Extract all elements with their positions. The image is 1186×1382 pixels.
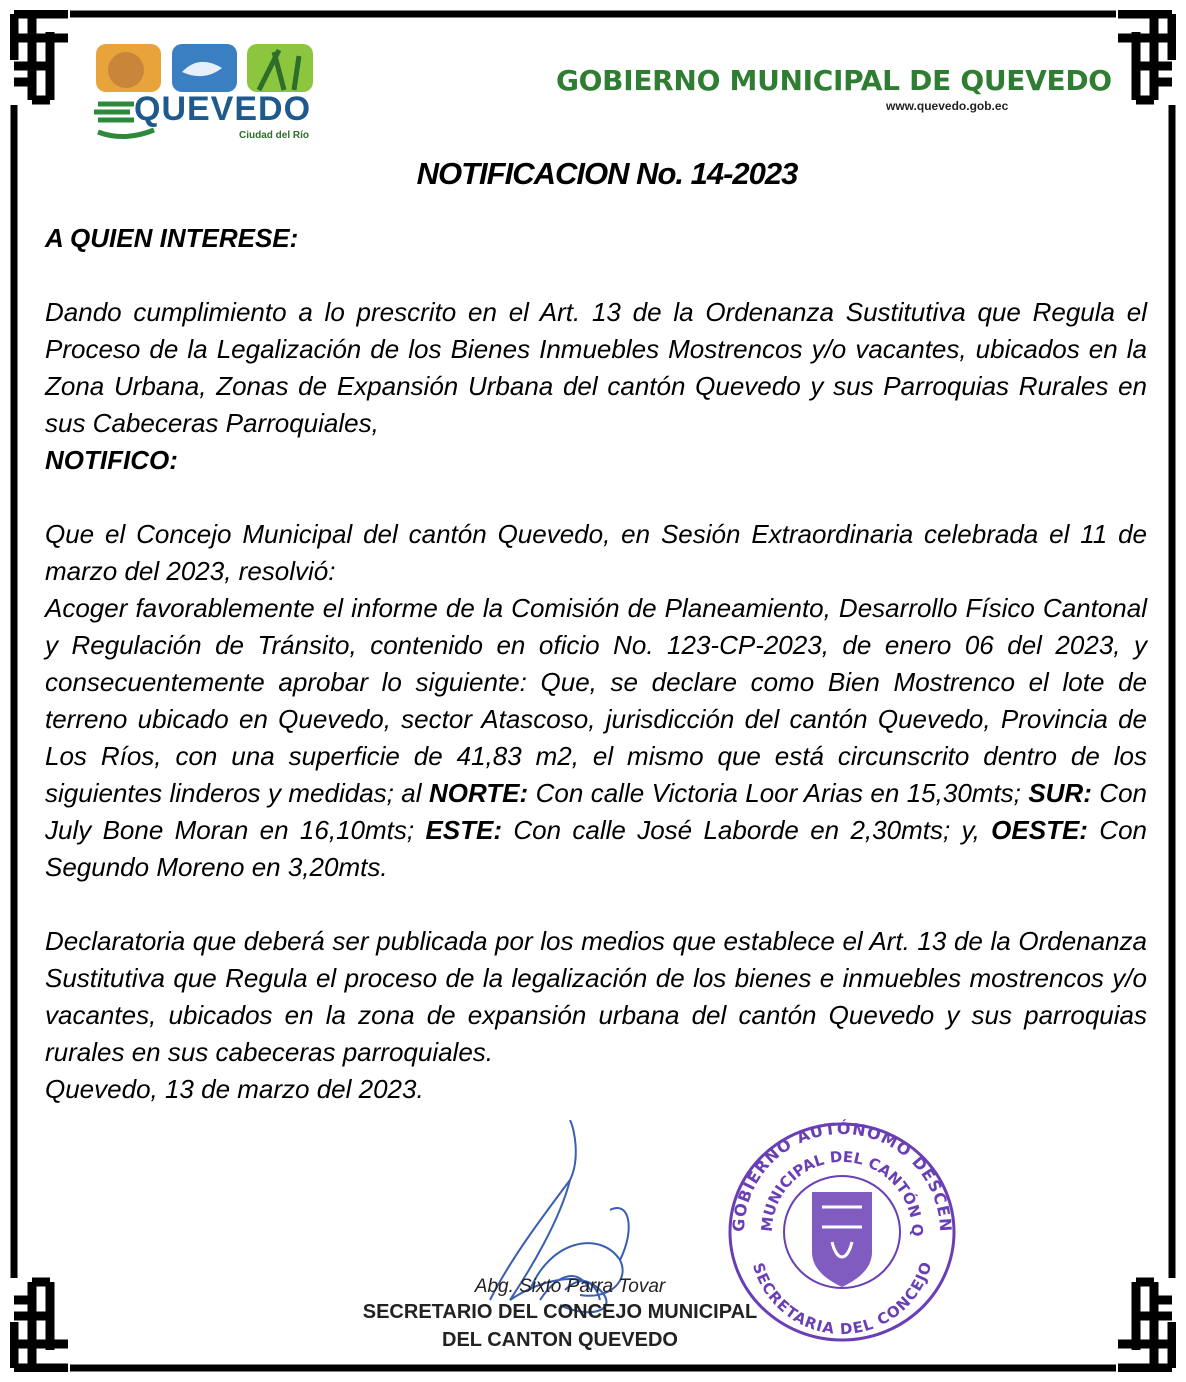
sur-text: Con July Bone Moran en 16,10mts; bbox=[45, 778, 1147, 845]
logo-text: QUEVEDO bbox=[134, 90, 312, 128]
resolution-body bbox=[45, 590, 1147, 886]
intro-paragraph: Dando cumplimiento a lo prescrito en el Art. 13 de la Ordenanza Sustitutiva que Regula el Proceso de la Legalización de los Bienes Inmuebles Mostrencos y/o vacantes, ubicados en la Zona Urbana, Zonas de Expansión Urbana del cantón Quevedo y sus Parroquias Rurales en sus Cabeceras Parroquiales, bbox=[45, 297, 1147, 438]
signer-role-line2: DEL CANTON QUEVEDO bbox=[442, 1329, 678, 1351]
place-date: Quevedo, 13 de marzo del 2023. bbox=[45, 1074, 424, 1104]
header-url: www.quevedo.gob.ec bbox=[886, 99, 1009, 113]
notification-title: NOTIFICACION No. 14-2023 bbox=[416, 156, 798, 191]
logo-subtitle: Ciudad del Río bbox=[239, 130, 309, 141]
resolution-text: Acoger favorablemente el informe de la Comisión de Planeamiento, Desarrollo Físico Cantonal y Regulación de Tránsito, contenido en oficio No. 123-CP-2023, de enero 06 del 2023, y consecuentemente aprobar lo siguiente: Que, se declare como Bien Mostrenco el lote de terreno ubicado en Quevedo, sector Atascoso, jurisdicción del cantón Quevedo, Provincia de Los Ríos, con una superficie de 41,83 m2, el mismo que está circunscrito dentro de los siguientes linderos y medidas; al bbox=[45, 593, 1147, 808]
resolution-intro: Que el Concejo Municipal del cantón Quevedo, en Sesión Extraordinaria celebrada el 11 de marzo del 2023, resolvió: bbox=[45, 519, 1147, 586]
notification-body bbox=[45, 220, 1147, 1108]
seal-bottom-text: SECRETARIA DEL CONCEJO bbox=[748, 1258, 936, 1339]
este-label: ESTE: bbox=[425, 815, 503, 845]
norte-label: NORTE: bbox=[428, 778, 529, 808]
declaration-paragraph: Declaratoria que deberá ser publicada por los medios que establece el Art. 13 de la Ordenanza Sustitutiva que Regula el proceso de la legalización de los bienes e inmuebles mostrencos y/o vacantes, ubicados en la zona de expansión urbana del cantón Quevedo y sus parroquias rurales en sus cabeceras parroquiales. bbox=[45, 926, 1147, 1067]
salutation: A QUIEN INTERESE: bbox=[45, 223, 299, 253]
oeste-text: Con Segundo Moreno en 3,20mts. bbox=[45, 815, 1147, 882]
sur-label: SUR: bbox=[1028, 778, 1092, 808]
oeste-label: OESTE: bbox=[991, 815, 1088, 845]
header-title: GOBIERNO MUNICIPAL DE QUEVEDO bbox=[556, 64, 1112, 97]
signer-role-line1: SECRETARIO DEL CONCEJO MUNICIPAL bbox=[362, 1301, 758, 1323]
este-text: Con calle José Laborde en 2,30mts; y, bbox=[502, 815, 992, 845]
quevedo-logo bbox=[94, 42, 319, 152]
seal-inner-text: MUNICIPAL DEL CANTÓN Q bbox=[757, 1147, 927, 1237]
signature-block bbox=[340, 1276, 780, 1354]
norte-text: Con calle Victoria Loor Arias en 15,30mts; bbox=[528, 778, 1029, 808]
seal-outer-text: GOBIERNO AUTÓNOMO DESCEN bbox=[728, 1118, 956, 1234]
signer-name: Abg. Sixto Parra Tovar bbox=[474, 1276, 666, 1297]
notifico-label: NOTIFICO: bbox=[45, 445, 178, 475]
